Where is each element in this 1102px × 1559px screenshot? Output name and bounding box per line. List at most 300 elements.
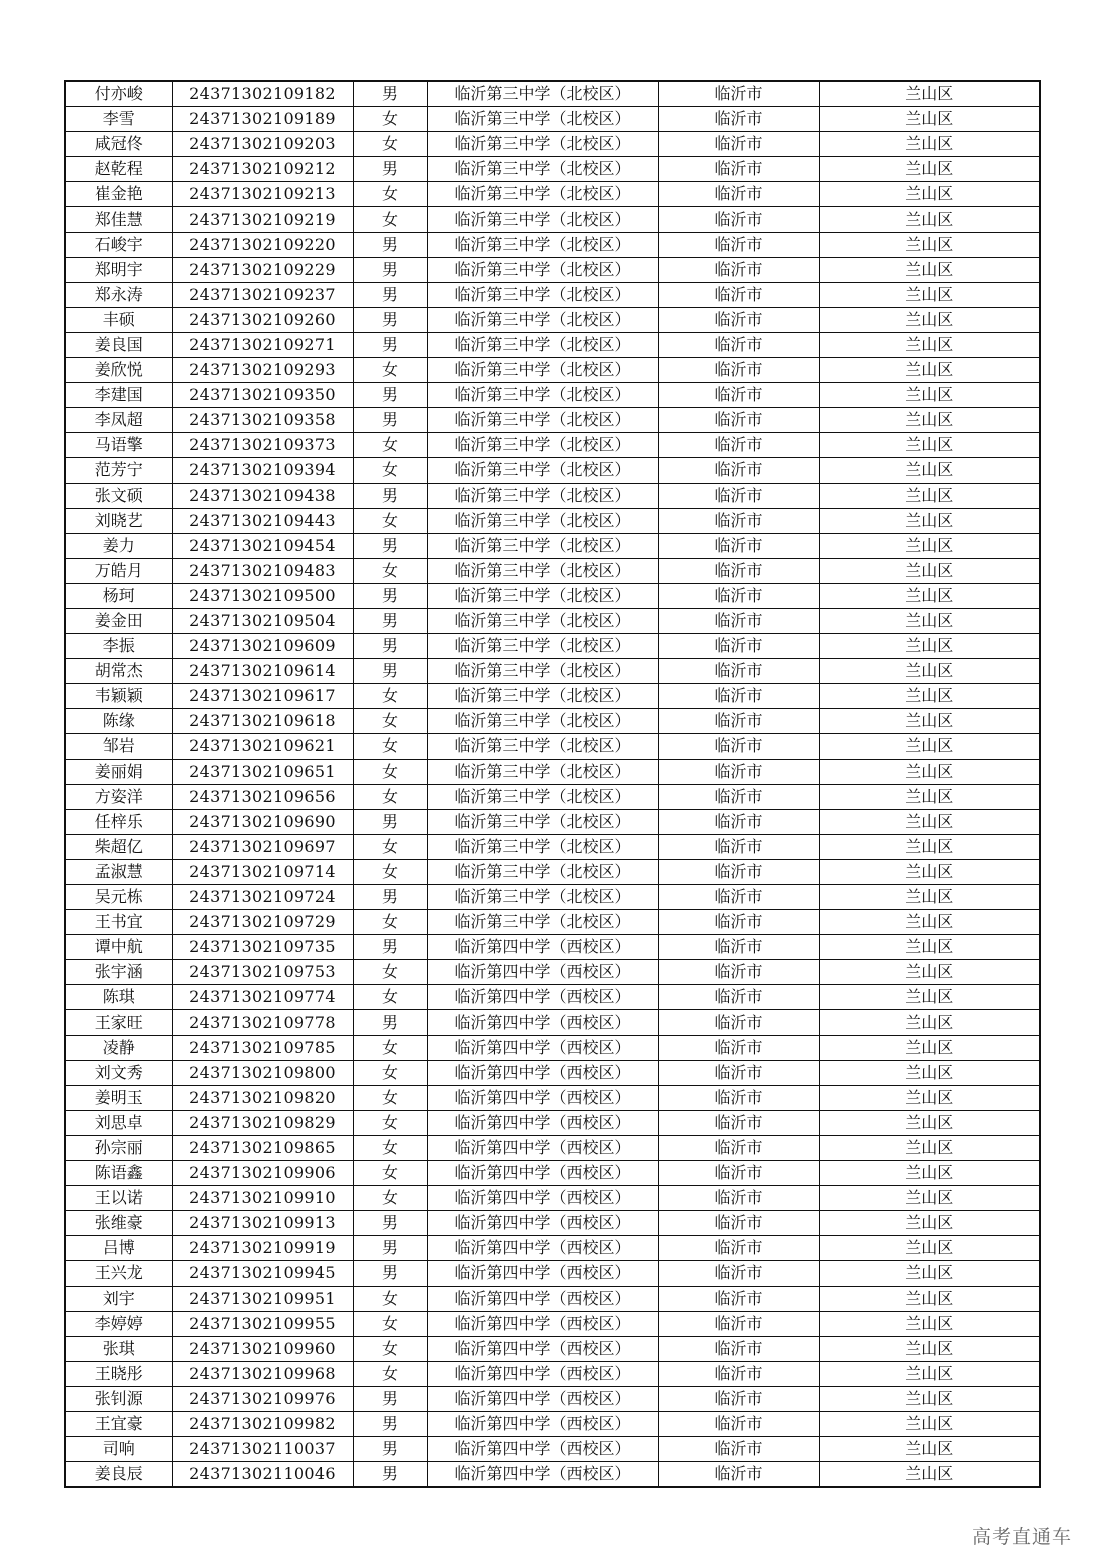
city-cell: 临沂市	[658, 1110, 819, 1135]
gender-cell: 女	[353, 709, 427, 734]
name-cell: 张维豪	[65, 1211, 172, 1236]
city-cell: 临沂市	[658, 1161, 819, 1186]
exam-id-cell: 24371302109203	[172, 132, 353, 157]
name-cell: 陈语鑫	[65, 1161, 172, 1186]
school-cell: 临沂第三中学（北校区）	[427, 558, 658, 583]
gender-cell: 男	[353, 1411, 427, 1436]
school-cell: 临沂第四中学（西校区）	[427, 1010, 658, 1035]
exam-id-cell: 24371302109504	[172, 608, 353, 633]
school-cell: 临沂第三中学（北校区）	[427, 383, 658, 408]
gender-cell: 男	[353, 608, 427, 633]
district-cell: 兰山区	[819, 232, 1040, 257]
exam-id-cell: 24371302109960	[172, 1336, 353, 1361]
exam-id-cell: 24371302109617	[172, 684, 353, 709]
table-row	[65, 709, 1040, 734]
school-cell: 临沂第四中学（西校区）	[427, 1462, 658, 1488]
name-cell: 万皓月	[65, 558, 172, 583]
city-cell: 临沂市	[658, 1010, 819, 1035]
exam-id-cell: 24371302109358	[172, 408, 353, 433]
district-cell: 兰山区	[819, 157, 1040, 182]
gender-cell: 男	[353, 307, 427, 332]
school-cell: 临沂第三中学（北校区）	[427, 132, 658, 157]
table-row	[65, 759, 1040, 784]
gender-cell: 男	[353, 935, 427, 960]
district-cell: 兰山区	[819, 859, 1040, 884]
exam-id-cell: 24371302109906	[172, 1161, 353, 1186]
gender-cell: 女	[353, 1336, 427, 1361]
exam-id-cell: 24371302109271	[172, 332, 353, 357]
table-row	[65, 458, 1040, 483]
city-cell: 临沂市	[658, 1211, 819, 1236]
exam-id-cell: 24371302109724	[172, 885, 353, 910]
district-cell: 兰山区	[819, 960, 1040, 985]
district-cell: 兰山区	[819, 207, 1040, 232]
gender-cell: 女	[353, 784, 427, 809]
table-row	[65, 809, 1040, 834]
exam-id-cell: 24371302109976	[172, 1386, 353, 1411]
school-cell: 临沂第三中学（北校区）	[427, 182, 658, 207]
city-cell: 临沂市	[658, 132, 819, 157]
gender-cell: 男	[353, 809, 427, 834]
exam-id-cell: 24371302109697	[172, 834, 353, 859]
table-row	[65, 132, 1040, 157]
gender-cell: 男	[353, 408, 427, 433]
city-cell: 临沂市	[658, 157, 819, 182]
district-cell: 兰山区	[819, 132, 1040, 157]
school-cell: 临沂第三中学（北校区）	[427, 784, 658, 809]
exam-id-cell: 24371302109829	[172, 1110, 353, 1135]
district-cell: 兰山区	[819, 1035, 1040, 1060]
district-cell: 兰山区	[819, 1211, 1040, 1236]
city-cell: 临沂市	[658, 1286, 819, 1311]
name-cell: 吕博	[65, 1236, 172, 1261]
district-cell: 兰山区	[819, 1186, 1040, 1211]
city-cell: 临沂市	[658, 1361, 819, 1386]
name-cell: 司响	[65, 1437, 172, 1462]
city-cell: 临沂市	[658, 207, 819, 232]
table-row	[65, 1135, 1040, 1160]
table-row	[65, 659, 1040, 684]
school-cell: 临沂第四中学（西校区）	[427, 960, 658, 985]
school-cell: 临沂第四中学（西校区）	[427, 935, 658, 960]
school-cell: 临沂第三中学（北校区）	[427, 910, 658, 935]
city-cell: 临沂市	[658, 182, 819, 207]
school-cell: 临沂第三中学（北校区）	[427, 885, 658, 910]
table-row	[65, 1010, 1040, 1035]
table-row	[65, 81, 1040, 107]
table-row	[65, 935, 1040, 960]
district-cell: 兰山区	[819, 759, 1040, 784]
exam-id-cell: 24371302109955	[172, 1311, 353, 1336]
table-row	[65, 232, 1040, 257]
table-row	[65, 1110, 1040, 1135]
table-row	[65, 1236, 1040, 1261]
gender-cell: 男	[353, 1261, 427, 1286]
city-cell: 临沂市	[658, 1135, 819, 1160]
name-cell: 邹岩	[65, 734, 172, 759]
gender-cell: 男	[353, 1462, 427, 1488]
district-cell: 兰山区	[819, 1161, 1040, 1186]
gender-cell: 女	[353, 910, 427, 935]
name-cell: 刘晓艺	[65, 508, 172, 533]
district-cell: 兰山区	[819, 81, 1040, 107]
gender-cell: 女	[353, 1085, 427, 1110]
school-cell: 临沂第三中学（北校区）	[427, 859, 658, 884]
district-cell: 兰山区	[819, 533, 1040, 558]
watermark-text: 高考直通车	[971, 1526, 1072, 1548]
district-cell: 兰山区	[819, 282, 1040, 307]
gender-cell: 男	[353, 1236, 427, 1261]
district-cell: 兰山区	[819, 1286, 1040, 1311]
school-cell: 临沂第四中学（西校区）	[427, 1437, 658, 1462]
city-cell: 临沂市	[658, 1035, 819, 1060]
table-row	[65, 207, 1040, 232]
exam-id-cell: 24371302109753	[172, 960, 353, 985]
school-cell: 临沂第四中学（西校区）	[427, 1286, 658, 1311]
district-cell: 兰山区	[819, 1361, 1040, 1386]
exam-id-cell: 24371302110046	[172, 1462, 353, 1488]
gender-cell: 男	[353, 583, 427, 608]
exam-id-cell: 24371302109865	[172, 1135, 353, 1160]
exam-id-cell: 24371302109212	[172, 157, 353, 182]
name-cell: 王宜豪	[65, 1411, 172, 1436]
gender-cell: 女	[353, 558, 427, 583]
gender-cell: 女	[353, 358, 427, 383]
gender-cell: 男	[353, 282, 427, 307]
school-cell: 临沂第四中学（西校区）	[427, 1336, 658, 1361]
district-cell: 兰山区	[819, 1236, 1040, 1261]
exam-id-cell: 24371302109820	[172, 1085, 353, 1110]
table-row	[65, 533, 1040, 558]
district-cell: 兰山区	[819, 383, 1040, 408]
exam-id-cell: 24371302109293	[172, 358, 353, 383]
district-cell: 兰山区	[819, 1010, 1040, 1035]
exam-id-cell: 24371302109189	[172, 107, 353, 132]
gender-cell: 女	[353, 207, 427, 232]
city-cell: 临沂市	[658, 784, 819, 809]
school-cell: 临沂第四中学（西校区）	[427, 1035, 658, 1060]
name-cell: 姜欣悦	[65, 358, 172, 383]
gender-cell: 女	[353, 960, 427, 985]
school-cell: 临沂第四中学（西校区）	[427, 1361, 658, 1386]
table-row	[65, 282, 1040, 307]
city-cell: 临沂市	[658, 985, 819, 1010]
district-cell: 兰山区	[819, 107, 1040, 132]
city-cell: 临沂市	[658, 1336, 819, 1361]
exam-id-cell: 24371302110037	[172, 1437, 353, 1462]
table-row	[65, 1462, 1040, 1488]
name-cell: 杨珂	[65, 583, 172, 608]
city-cell: 临沂市	[658, 107, 819, 132]
exam-id-cell: 24371302109729	[172, 910, 353, 935]
gender-cell: 男	[353, 634, 427, 659]
name-cell: 陈缘	[65, 709, 172, 734]
school-cell: 临沂第三中学（北校区）	[427, 483, 658, 508]
gender-cell: 女	[353, 734, 427, 759]
name-cell: 方姿洋	[65, 784, 172, 809]
school-cell: 临沂第三中学（北校区）	[427, 458, 658, 483]
gender-cell: 女	[353, 859, 427, 884]
exam-id-cell: 24371302109213	[172, 182, 353, 207]
table-row	[65, 985, 1040, 1010]
exam-id-cell: 24371302109690	[172, 809, 353, 834]
student-roster-table	[64, 80, 1041, 1488]
name-cell: 姜良辰	[65, 1462, 172, 1488]
city-cell: 临沂市	[658, 659, 819, 684]
school-cell: 临沂第四中学（西校区）	[427, 1060, 658, 1085]
table-row	[65, 1035, 1040, 1060]
city-cell: 临沂市	[658, 1236, 819, 1261]
exam-id-cell: 24371302109237	[172, 282, 353, 307]
name-cell: 凌静	[65, 1035, 172, 1060]
city-cell: 临沂市	[658, 81, 819, 107]
table-row	[65, 408, 1040, 433]
city-cell: 临沂市	[658, 433, 819, 458]
exam-id-cell: 24371302109500	[172, 583, 353, 608]
city-cell: 临沂市	[658, 558, 819, 583]
district-cell: 兰山区	[819, 784, 1040, 809]
table-row	[65, 558, 1040, 583]
district-cell: 兰山区	[819, 709, 1040, 734]
gender-cell: 男	[353, 257, 427, 282]
city-cell: 临沂市	[658, 885, 819, 910]
table-row	[65, 1186, 1040, 1211]
name-cell: 姜明玉	[65, 1085, 172, 1110]
table-row	[65, 1085, 1040, 1110]
table-row	[65, 684, 1040, 709]
table-row	[65, 358, 1040, 383]
name-cell: 姜良国	[65, 332, 172, 357]
district-cell: 兰山区	[819, 408, 1040, 433]
school-cell: 临沂第三中学（北校区）	[427, 659, 658, 684]
gender-cell: 女	[353, 1035, 427, 1060]
exam-id-cell: 24371302109800	[172, 1060, 353, 1085]
name-cell: 郑永涛	[65, 282, 172, 307]
table-row	[65, 332, 1040, 357]
table-row	[65, 1437, 1040, 1462]
school-cell: 临沂第三中学（北校区）	[427, 834, 658, 859]
table-row	[65, 1336, 1040, 1361]
exam-id-cell: 24371302109778	[172, 1010, 353, 1035]
exam-id-cell: 24371302109621	[172, 734, 353, 759]
district-cell: 兰山区	[819, 1411, 1040, 1436]
district-cell: 兰山区	[819, 1261, 1040, 1286]
city-cell: 临沂市	[658, 709, 819, 734]
gender-cell: 男	[353, 1386, 427, 1411]
city-cell: 临沂市	[658, 734, 819, 759]
gender-cell: 女	[353, 834, 427, 859]
exam-id-cell: 24371302109945	[172, 1261, 353, 1286]
exam-id-cell: 24371302109483	[172, 558, 353, 583]
city-cell: 临沂市	[658, 533, 819, 558]
table-row	[65, 960, 1040, 985]
gender-cell: 男	[353, 232, 427, 257]
gender-cell: 女	[353, 458, 427, 483]
exam-id-cell: 24371302109219	[172, 207, 353, 232]
school-cell: 临沂第三中学（北校区）	[427, 332, 658, 357]
gender-cell: 女	[353, 1186, 427, 1211]
city-cell: 临沂市	[658, 1462, 819, 1488]
exam-id-cell: 24371302109982	[172, 1411, 353, 1436]
city-cell: 临沂市	[658, 608, 819, 633]
district-cell: 兰山区	[819, 332, 1040, 357]
district-cell: 兰山区	[819, 1386, 1040, 1411]
table-row	[65, 1311, 1040, 1336]
exam-id-cell: 24371302109454	[172, 533, 353, 558]
name-cell: 刘思卓	[65, 1110, 172, 1135]
city-cell: 临沂市	[658, 1186, 819, 1211]
name-cell: 李凤超	[65, 408, 172, 433]
city-cell: 临沂市	[658, 358, 819, 383]
school-cell: 临沂第三中学（北校区）	[427, 734, 658, 759]
district-cell: 兰山区	[819, 684, 1040, 709]
district-cell: 兰山区	[819, 257, 1040, 282]
name-cell: 郑明宇	[65, 257, 172, 282]
table-row	[65, 1361, 1040, 1386]
name-cell: 张文硕	[65, 483, 172, 508]
name-cell: 李振	[65, 634, 172, 659]
school-cell: 临沂第三中学（北校区）	[427, 358, 658, 383]
district-cell: 兰山区	[819, 307, 1040, 332]
roster-body	[65, 81, 1040, 1487]
district-cell: 兰山区	[819, 1110, 1040, 1135]
exam-id-cell: 24371302109220	[172, 232, 353, 257]
district-cell: 兰山区	[819, 458, 1040, 483]
city-cell: 临沂市	[658, 935, 819, 960]
school-cell: 临沂第四中学（西校区）	[427, 1261, 658, 1286]
district-cell: 兰山区	[819, 910, 1040, 935]
school-cell: 临沂第三中学（北校区）	[427, 508, 658, 533]
name-cell: 王兴龙	[65, 1261, 172, 1286]
city-cell: 临沂市	[658, 859, 819, 884]
table-row	[65, 1060, 1040, 1085]
name-cell: 陈琪	[65, 985, 172, 1010]
exam-id-cell: 24371302109951	[172, 1286, 353, 1311]
name-cell: 刘文秀	[65, 1060, 172, 1085]
district-cell: 兰山区	[819, 1336, 1040, 1361]
exam-id-cell: 24371302109229	[172, 257, 353, 282]
name-cell: 吴元栋	[65, 885, 172, 910]
table-row	[65, 1286, 1040, 1311]
district-cell: 兰山区	[819, 935, 1040, 960]
gender-cell: 女	[353, 107, 427, 132]
table-row	[65, 608, 1040, 633]
gender-cell: 女	[353, 1135, 427, 1160]
name-cell: 姜金田	[65, 608, 172, 633]
city-cell: 临沂市	[658, 282, 819, 307]
school-cell: 临沂第四中学（西校区）	[427, 1135, 658, 1160]
name-cell: 石峻宇	[65, 232, 172, 257]
gender-cell: 男	[353, 483, 427, 508]
name-cell: 李建国	[65, 383, 172, 408]
city-cell: 临沂市	[658, 257, 819, 282]
school-cell: 临沂第四中学（西校区）	[427, 1161, 658, 1186]
school-cell: 临沂第三中学（北校区）	[427, 257, 658, 282]
name-cell: 姜丽娟	[65, 759, 172, 784]
city-cell: 临沂市	[658, 684, 819, 709]
exam-id-cell: 24371302109919	[172, 1236, 353, 1261]
school-cell: 临沂第三中学（北校区）	[427, 207, 658, 232]
city-cell: 临沂市	[658, 307, 819, 332]
table-row	[65, 910, 1040, 935]
district-cell: 兰山区	[819, 358, 1040, 383]
exam-id-cell: 24371302109913	[172, 1211, 353, 1236]
name-cell: 赵乾程	[65, 157, 172, 182]
table-row	[65, 583, 1040, 608]
district-cell: 兰山区	[819, 1437, 1040, 1462]
city-cell: 临沂市	[658, 759, 819, 784]
gender-cell: 男	[353, 1211, 427, 1236]
school-cell: 临沂第三中学（北校区）	[427, 307, 658, 332]
city-cell: 临沂市	[658, 1411, 819, 1436]
table-row	[65, 1386, 1040, 1411]
gender-cell: 女	[353, 1161, 427, 1186]
gender-cell: 男	[353, 383, 427, 408]
name-cell: 李雪	[65, 107, 172, 132]
district-cell: 兰山区	[819, 1135, 1040, 1160]
school-cell: 临沂第四中学（西校区）	[427, 985, 658, 1010]
name-cell: 王晓彤	[65, 1361, 172, 1386]
school-cell: 临沂第四中学（西校区）	[427, 1386, 658, 1411]
city-cell: 临沂市	[658, 408, 819, 433]
city-cell: 临沂市	[658, 809, 819, 834]
school-cell: 临沂第四中学（西校区）	[427, 1186, 658, 1211]
exam-id-cell: 24371302109182	[172, 81, 353, 107]
district-cell: 兰山区	[819, 608, 1040, 633]
district-cell: 兰山区	[819, 885, 1040, 910]
gender-cell: 男	[353, 157, 427, 182]
gender-cell: 男	[353, 533, 427, 558]
district-cell: 兰山区	[819, 182, 1040, 207]
city-cell: 临沂市	[658, 383, 819, 408]
school-cell: 临沂第三中学（北校区）	[427, 809, 658, 834]
district-cell: 兰山区	[819, 809, 1040, 834]
name-cell: 范芳宁	[65, 458, 172, 483]
name-cell: 付亦峻	[65, 81, 172, 107]
exam-id-cell: 24371302109785	[172, 1035, 353, 1060]
name-cell: 柴超亿	[65, 834, 172, 859]
gender-cell: 女	[353, 182, 427, 207]
city-cell: 临沂市	[658, 458, 819, 483]
city-cell: 临沂市	[658, 634, 819, 659]
table-row	[65, 307, 1040, 332]
exam-id-cell: 24371302109774	[172, 985, 353, 1010]
city-cell: 临沂市	[658, 1261, 819, 1286]
school-cell: 临沂第四中学（西校区）	[427, 1311, 658, 1336]
city-cell: 临沂市	[658, 583, 819, 608]
gender-cell: 女	[353, 1311, 427, 1336]
district-cell: 兰山区	[819, 583, 1040, 608]
school-cell: 临沂第三中学（北校区）	[427, 634, 658, 659]
table-row	[65, 784, 1040, 809]
exam-id-cell: 24371302109438	[172, 483, 353, 508]
name-cell: 孙宗丽	[65, 1135, 172, 1160]
school-cell: 临沂第三中学（北校区）	[427, 81, 658, 107]
table-row	[65, 1161, 1040, 1186]
district-cell: 兰山区	[819, 985, 1040, 1010]
school-cell: 临沂第三中学（北校区）	[427, 107, 658, 132]
school-cell: 临沂第四中学（西校区）	[427, 1110, 658, 1135]
district-cell: 兰山区	[819, 634, 1040, 659]
school-cell: 临沂第四中学（西校区）	[427, 1085, 658, 1110]
exam-id-cell: 24371302109350	[172, 383, 353, 408]
city-cell: 临沂市	[658, 960, 819, 985]
school-cell: 临沂第四中学（西校区）	[427, 1411, 658, 1436]
gender-cell: 女	[353, 759, 427, 784]
district-cell: 兰山区	[819, 558, 1040, 583]
school-cell: 临沂第四中学（西校区）	[427, 1211, 658, 1236]
district-cell: 兰山区	[819, 483, 1040, 508]
